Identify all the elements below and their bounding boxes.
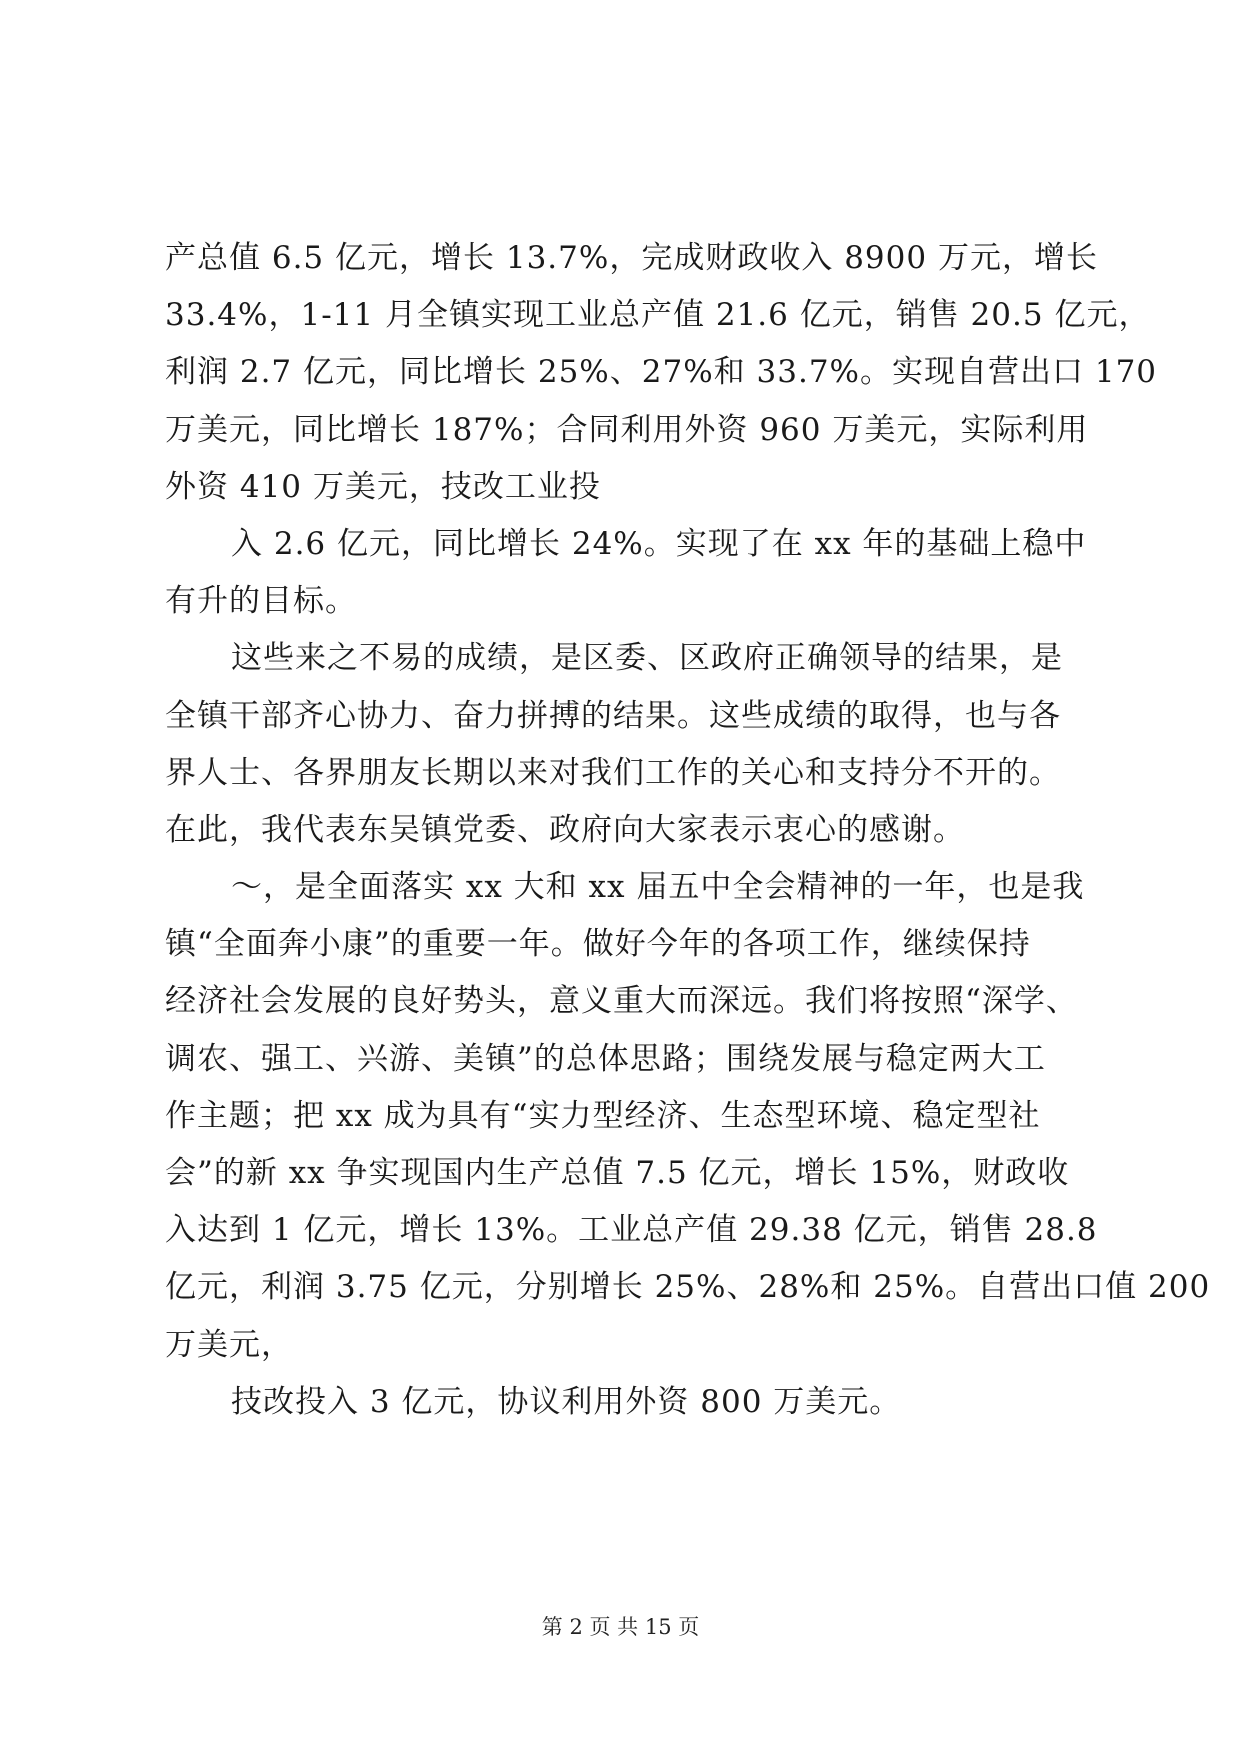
paragraph-start-line: 入 2.6 亿元，同比增长 24%。实现了在 xx 年的基础上稳中 — [231, 525, 1087, 562]
text-line: 利润 2.7 亿元，同比增长 25%、27%和 33.7%。实现自营出口 170 — [165, 354, 1158, 391]
text-line: 调农、强工、兴游、美镇”的总体思路；围绕发展与稳定两大工 — [165, 1040, 1046, 1077]
paragraph-start-line: 技改投入 3 亿元，协议利用外资 800 万美元。 — [231, 1383, 902, 1420]
paragraph-start-line: 这些来之不易的成绩，是区委、区政府正确领导的结果，是 — [231, 640, 1063, 677]
text-line: 亿元，利润 3.75 亿元，分别增长 25%、28%和 25%。自营出口值 200 — [165, 1269, 1211, 1306]
text-line: 作主题；把 xx 成为具有“实力型经济、生态型环境、稳定型社 — [165, 1097, 1041, 1134]
text-line: 镇“全面奔小康”的重要一年。做好今年的各项工作，继续保持 — [165, 926, 1031, 963]
text-line: 33.4%，1-11 月全镇实现工业总产值 21.6 亿元，销售 20.5 亿元， — [165, 297, 1151, 334]
text-line: 外资 410 万美元，技改工业投 — [165, 468, 601, 505]
page-footer: 第 2 页 共 15 页 — [541, 1615, 700, 1639]
text-line: 入达到 1 亿元，增长 13%。工业总产值 29.38 亿元，销售 28.8 — [165, 1212, 1098, 1249]
text-line: 万美元，同比增长 187%；合同利用外资 960 万美元，实际利用 — [165, 411, 1089, 448]
text-line: 有升的目标。 — [165, 583, 357, 620]
text-line: 会”的新 xx 争实现国内生产总值 7.5 亿元，增长 15%，财政收 — [165, 1155, 1070, 1191]
text-line: 产总值 6.5 亿元，增长 13.7%，完成财政收入 8900 万元，增长 — [165, 240, 1098, 276]
paragraph-start-line: ～，是全面落实 xx 大和 xx 届五中全会精神的一年，也是我 — [231, 869, 1085, 906]
text-line: 在此，我代表东吴镇党委、政府向大家表示衷心的感谢。 — [165, 811, 965, 848]
text-line: 经济社会发展的良好势头，意义重大而深远。我们将按照“深学、 — [165, 983, 1078, 1020]
text-line: 界人士、各界朋友长期以来对我们工作的关心和支持分不开的。 — [165, 754, 1061, 791]
document-body — [165, 230, 1211, 1431]
text-line: 全镇干部齐心协力、奋力拼搏的结果。这些成绩的取得，也与各 — [165, 697, 1061, 734]
text-line: 万美元， — [165, 1326, 293, 1363]
